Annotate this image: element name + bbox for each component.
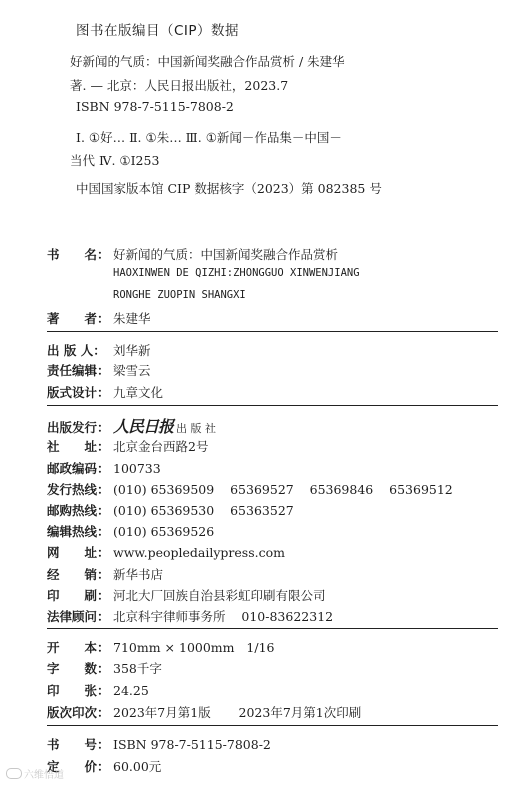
editorial-hotline: (010) 65369526 <box>113 524 215 539</box>
sales-hotline-row <box>47 480 453 498</box>
publisher-person-label: 出 版 人： <box>47 343 106 358</box>
isbn: ISBN 978-7-5115-7808-2 <box>113 737 271 752</box>
edition-label: 版次印次： <box>47 705 110 720</box>
cip-classification-line-1: Ⅰ. ①好… Ⅱ. ①朱… Ⅲ. ①新闻－作品集－中国－ <box>76 130 342 145</box>
address: 北京金台西路2号 <box>113 439 209 454</box>
book-title-row <box>47 245 338 263</box>
address-label: 社 址： <box>47 439 110 454</box>
sheets: 24.25 <box>113 683 149 698</box>
website-row <box>47 543 285 561</box>
isbn-label: 书 号： <box>47 737 110 752</box>
design-row <box>47 383 163 401</box>
distributor: 新华书店 <box>113 567 164 582</box>
editor: 梁雪云 <box>113 363 151 378</box>
book-title-pinyin-2: RONGHE ZUOPIN SHANGXI <box>113 289 246 301</box>
printer: 河北大厂回族自治县彩虹印刷有限公司 <box>113 588 326 603</box>
price-row <box>47 757 161 775</box>
divider <box>47 405 498 406</box>
format-label: 开 本： <box>47 640 110 655</box>
address-row <box>47 437 208 455</box>
format: 710mm × 1000mm 1/16 <box>113 640 275 655</box>
sheets-label: 印 张： <box>47 683 110 698</box>
postcode-label: 邮政编码： <box>47 461 110 476</box>
printer-row <box>47 586 326 604</box>
issuer-label: 出版发行： <box>47 420 110 435</box>
publisher-person-row <box>47 341 151 359</box>
word-count-row <box>47 659 162 677</box>
price-label: 定 价： <box>47 759 110 774</box>
cip-publication-line: 著. — 北京：人民日报出版社，2023.7 <box>70 78 289 93</box>
website: www.peopledailypress.com <box>113 545 285 560</box>
author: 朱建华 <box>113 311 151 326</box>
book-title: 好新闻的气质：中国新闻奖融合作品赏析 <box>113 247 339 262</box>
design: 九章文化 <box>113 385 164 400</box>
legal-counsel: 北京科宇律师事务所 010-83622312 <box>113 609 334 624</box>
author-row <box>47 309 151 327</box>
mail-order-hotline: (010) 65369530 65363527 <box>113 503 294 518</box>
watermark <box>6 766 64 781</box>
sales-hotline: (010) 65369509 65369527 65369846 65369512 <box>113 482 453 497</box>
word-count: 358千字 <box>113 661 162 676</box>
divider <box>47 628 498 629</box>
distributor-label: 经 销： <box>47 567 110 582</box>
divider <box>47 725 498 726</box>
postcode: 100733 <box>113 461 161 476</box>
mail-order-label: 邮购热线： <box>47 503 110 518</box>
author-label: 著 者： <box>47 311 110 326</box>
editor-label: 责任编辑： <box>47 363 110 378</box>
book-title-pinyin-1: HAOXINWEN DE QIZHI:ZHONGGUO XINWENJIANG <box>113 267 360 279</box>
divider <box>47 331 498 332</box>
watermark-text: 六维悟道 <box>24 770 64 781</box>
book-title-label: 书 名： <box>47 247 110 262</box>
postcode-row <box>47 459 161 477</box>
publisher-person: 刘华新 <box>113 343 151 358</box>
cip-classification-line-2: 当代 Ⅳ. ①I253 <box>70 153 160 168</box>
legal-label: 法律顾问： <box>47 609 110 624</box>
edition-row <box>47 703 361 721</box>
editorial-hotline-row <box>47 522 214 540</box>
cip-heading: 图书在版编目（CIP）数据 <box>76 23 240 39</box>
isbn-row <box>47 735 271 753</box>
editorial-hotline-label: 编辑热线： <box>47 524 110 539</box>
word-count-label: 字 数： <box>47 661 110 676</box>
cip-title-line: 好新闻的气质：中国新闻奖融合作品赏析 / 朱建华 <box>70 54 345 69</box>
design-label: 版式设计： <box>47 385 110 400</box>
website-label: 网 址： <box>47 545 110 560</box>
cip-isbn-line: ISBN 978-7-5115-7808-2 <box>76 99 234 114</box>
mail-order-row <box>47 501 294 519</box>
issuer-suffix: 出 版 社 <box>176 422 217 435</box>
cip-library-line: 中国国家版本馆 CIP 数据核字（2023）第 082385 号 <box>76 181 382 196</box>
distributor-row <box>47 565 163 583</box>
watermark-icon <box>6 768 22 779</box>
printer-label: 印 刷： <box>47 588 110 603</box>
price: 60.00元 <box>113 759 162 774</box>
people-daily-logo: 人民日报 <box>113 417 174 436</box>
issuer-row <box>47 414 217 436</box>
sales-hotline-label: 发行热线： <box>47 482 110 497</box>
format-row <box>47 638 275 656</box>
edition: 2023年7月第1版 2023年7月第1次印刷 <box>113 705 362 720</box>
editor-row <box>47 361 151 379</box>
sheets-row <box>47 681 149 699</box>
legal-row <box>47 607 333 625</box>
